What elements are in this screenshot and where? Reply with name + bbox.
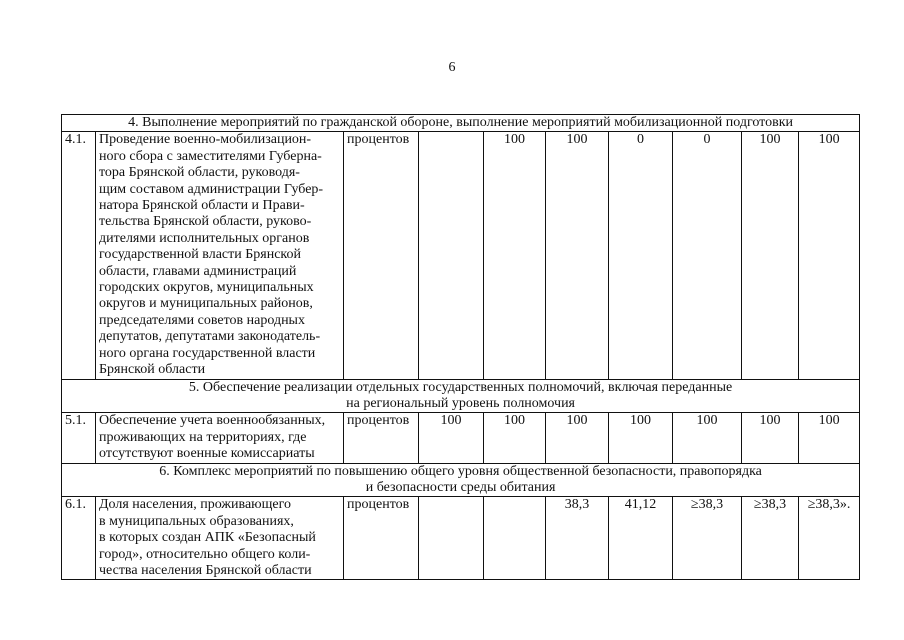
row-value: ≥38,3 [742,497,799,580]
row-value: 0 [673,132,742,379]
section-title [62,379,860,413]
text-line: тора Брянской области, руководя- [99,165,300,181]
text-line: отсутствуют военные комиссариаты [99,446,315,462]
text-line: тельства Брянской области, руково- [99,214,312,230]
indicators-table [61,114,860,580]
text-line: в которых создан АПК «Безопасный [99,530,316,546]
text-line: области, главами администраций [99,263,297,279]
text-line: Брянской области [99,362,206,378]
text-line: председателями советов народных [99,312,305,328]
text-line: Проведение военно-мобилизацион- [99,132,312,148]
row-value: 100 [673,413,742,463]
row-number: 6.1. [62,497,96,580]
row-value: 41,12 [609,497,673,580]
text-line: Обеспечение учета военнообязанных, [99,413,326,429]
text-line: и безопасности среды обитания [365,479,556,495]
text-line: проживающих на территориях, где [99,429,307,445]
row-value: 0 [609,132,673,379]
text-line: городских округов, муниципальных [99,280,314,296]
row-description [96,132,344,379]
row-description [96,413,344,463]
row-value: 100 [484,132,546,379]
row-number: 4.1. [62,132,96,379]
row-value: 100 [419,413,484,463]
row-value [419,497,484,580]
text-line: 5. Обеспечение реализации отдельных государственных полномочий, включая переданные [188,379,733,395]
row-value: ≥38,3». [799,497,860,580]
text-line: 6. Комплекс мероприятий по повышению общего уровня общественной безопасности, правопорядка [159,463,762,479]
table-body [62,115,860,580]
row-description [96,497,344,580]
row-value: 100 [742,413,799,463]
table-row [62,132,860,379]
text-line: город», относительно общего коли- [99,546,311,562]
page-number: 6 [448,60,456,75]
row-unit: процентов [344,413,419,463]
text-line: чества населения Брянской области [99,562,312,578]
row-value [484,497,546,580]
text-line: натора Брянской области и Прави- [99,198,305,214]
text-line: государственной власти Брянской [99,247,301,263]
table-row [62,497,860,580]
section-header-row [62,115,860,132]
row-value: 100 [799,132,860,379]
section-title [62,115,860,132]
row-value [419,132,484,379]
row-value: ≥38,3 [673,497,742,580]
text-line: Доля населения, проживающего [99,497,292,513]
section-header-row [62,379,860,413]
section-title [62,463,860,497]
row-value: 100 [742,132,799,379]
text-line: депутатов, депутатами законодатель- [99,329,321,345]
text-line: ного сбора с заместителями Губерна- [99,148,322,164]
row-value: 100 [546,132,609,379]
text-line: в муниципальных образованиях, [99,513,294,529]
text-line: 4. Выполнение мероприятий по гражданской обороне, выполнение мероприятий мобилизационной подготовки [128,115,793,130]
section-header-row [62,463,860,497]
row-value: 38,3 [546,497,609,580]
row-unit: процентов [344,132,419,379]
text-line: ного органа государственной власти [99,345,316,361]
table-row [62,413,860,463]
row-value: 100 [799,413,860,463]
row-number: 5.1. [62,413,96,463]
text-line: округов и муниципальных районов, [99,296,313,312]
text-line: щим составом администрации Губер- [99,181,324,197]
text-line: на региональный уровень полномочия [346,395,575,411]
row-value: 100 [484,413,546,463]
text-line: дителями исполнительных органов [99,230,310,246]
row-value: 100 [609,413,673,463]
row-unit: процентов [344,497,419,580]
row-value: 100 [546,413,609,463]
